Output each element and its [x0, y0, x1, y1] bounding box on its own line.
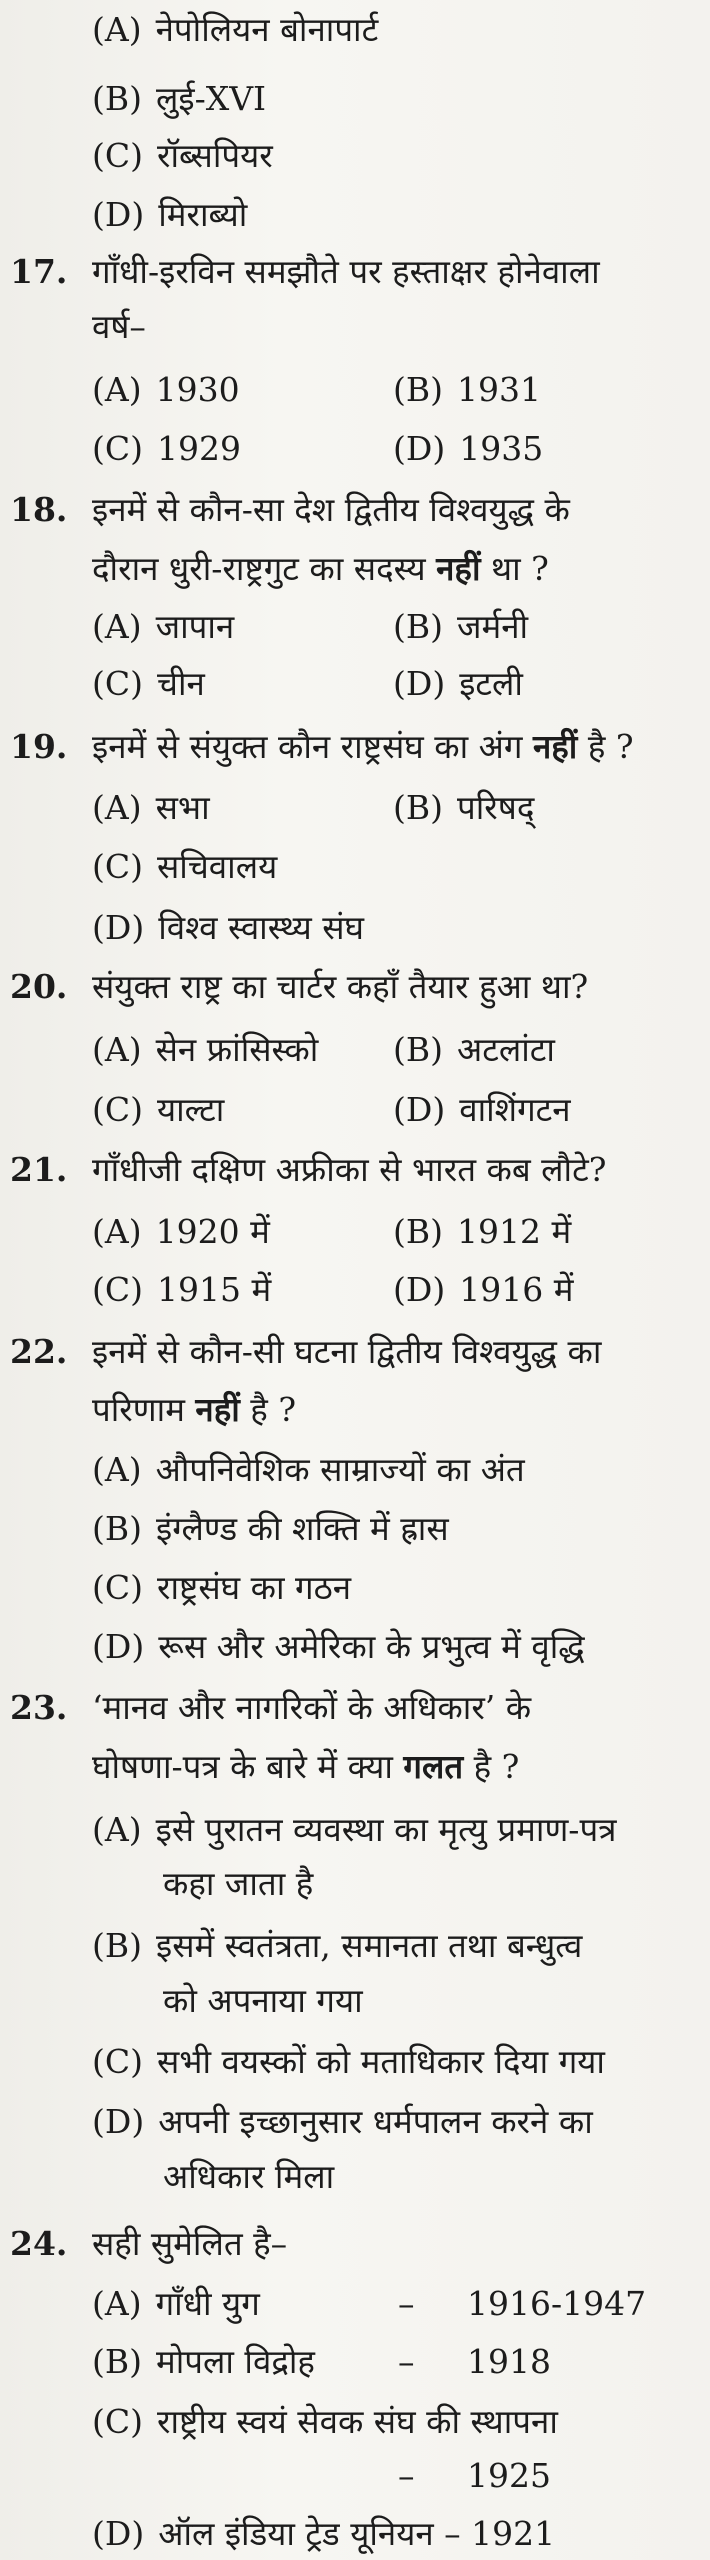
q24-number: 24.: [10, 2224, 68, 2263]
q24-option-b-dash: –: [398, 2342, 415, 2381]
option-text: ऑल इंडिया ट्रेड यूनियन – 1921: [158, 2514, 556, 2553]
q22-emphasis: नहीं: [195, 1390, 240, 1429]
option-letter: (A): [92, 788, 142, 827]
option-text: अपनी इच्छानुसार धर्मपालन करने का: [158, 2102, 593, 2141]
q17-option-d: [393, 427, 543, 471]
option-text: 1912 में: [457, 1212, 572, 1251]
option-letter: (B): [393, 370, 443, 409]
option-letter: (B): [393, 788, 443, 827]
q21-option-b: [393, 1210, 571, 1254]
q23-emphasis: गलत: [403, 1747, 464, 1786]
q22-text-part: है ?: [239, 1390, 297, 1429]
option-text: चीन: [157, 664, 205, 703]
option-text: इंग्लैण्ड की शक्ति में ह्रास: [156, 1509, 449, 1548]
q18-text-part: था ?: [480, 549, 549, 588]
option-text: राष्ट्रसंघ का गठन: [157, 1568, 352, 1607]
q22-text-line2: [92, 1388, 296, 1432]
option-letter: (B): [92, 1926, 142, 1965]
q23-option-d: [92, 2100, 593, 2144]
q24-option-a-dash: –: [398, 2284, 415, 2323]
option-letter: (C): [92, 1270, 143, 1309]
option-text: रूस और अमेरिका के प्रभुत्व में वृद्धि: [158, 1627, 585, 1666]
option-text: 1935: [459, 429, 544, 468]
option-letter: (C): [92, 2402, 143, 2441]
q19-option-b: [393, 786, 534, 830]
q22-text-part: परिणाम: [92, 1390, 196, 1429]
q19-option-d: [92, 906, 364, 950]
q23-option-c: [92, 2040, 605, 2084]
option-letter: (D): [92, 908, 145, 947]
option-letter: (D): [92, 2514, 145, 2553]
option-letter: (A): [92, 1450, 142, 1489]
q23-text-part: घोषणा-पत्र के बारे में क्या: [92, 1747, 404, 1786]
option-letter: (A): [92, 10, 142, 49]
q18-option-a: [92, 605, 234, 649]
option-letter: (D): [92, 195, 145, 234]
option-text: इटली: [459, 664, 523, 703]
option-text: औपनिवेशिक साम्राज्यों का अंत: [155, 1450, 525, 1489]
q19-text-part: इनमें से संयुक्त कौन राष्ट्रसंघ का अंग: [92, 727, 533, 766]
q21-option-d: [393, 1268, 573, 1312]
option-text: लुई-XVI: [156, 79, 267, 118]
q19-option-a: [92, 786, 210, 830]
option-letter: (C): [92, 136, 143, 175]
option-text: इसे पुरातन व्यवस्था का मृत्यु प्रमाण-पत्र: [155, 1810, 617, 1849]
q23-option-a: [92, 1808, 616, 1852]
q20-option-b: [393, 1028, 555, 1072]
option-letter: (D): [393, 1270, 446, 1309]
option-letter: (A): [92, 2284, 142, 2323]
q21-option-c: [92, 1268, 271, 1312]
option-letter: (A): [92, 370, 142, 409]
q23-text-part: है ?: [463, 1747, 520, 1786]
q18-text-line2: [92, 547, 549, 591]
option-text: नेपोलियन बोनापार्ट: [155, 10, 379, 49]
q23-option-a-cont: कहा जाता है: [163, 1864, 314, 1903]
option-letter: (B): [92, 2342, 142, 2381]
q18-option-b: [393, 605, 528, 649]
option-text: मोपला विद्रोह: [156, 2342, 315, 2381]
option-letter: (A): [92, 607, 142, 646]
q24-option-c: [92, 2400, 558, 2444]
q23-text-line2: [92, 1745, 519, 1789]
q16-option-c: [92, 134, 273, 178]
option-letter: (D): [92, 2102, 145, 2141]
option-text: 1916 में: [459, 1270, 574, 1309]
q18-option-d: [393, 662, 523, 706]
q19-number: 19.: [10, 727, 68, 766]
option-letter: (C): [92, 429, 143, 468]
q22-text-line1: इनमें से कौन-सी घटना द्वितीय विश्वयुद्ध का: [92, 1332, 602, 1371]
q22-number: 22.: [10, 1332, 68, 1371]
option-letter: (C): [92, 664, 143, 703]
q21-text-line1: गाँधीजी दक्षिण अफ्रीका से भारत कब लौटे?: [92, 1150, 607, 1189]
q23-option-d-cont: अधिकार मिला: [163, 2157, 335, 2196]
option-text: सेन फ्रांसिस्को: [155, 1030, 319, 1069]
q24-option-b: [92, 2340, 315, 2384]
option-text: गाँधी युग: [155, 2284, 260, 2323]
q20-text-line1: संयुक्त राष्ट्र का चार्टर कहाँ तैयार हुआ था?: [92, 967, 589, 1006]
q23-option-b-cont: को अपनाया गया: [163, 1981, 363, 2020]
q17-option-a: [92, 368, 240, 412]
option-letter: (C): [92, 2042, 143, 2081]
q24-option-a-value: 1916-1947: [467, 2284, 647, 2323]
option-letter: (B): [92, 1509, 142, 1548]
option-letter: (D): [92, 1627, 145, 1666]
q22-option-a: [92, 1448, 525, 1492]
option-text: 1915 में: [157, 1270, 272, 1309]
q20-option-c: [92, 1088, 224, 1132]
option-text: सभा: [155, 788, 210, 827]
q24-option-b-value: 1918: [467, 2342, 551, 2381]
option-text: जर्मनी: [457, 607, 529, 646]
q17-option-b: [393, 368, 541, 412]
option-text: वाशिंगटन: [459, 1090, 571, 1129]
option-letter: (C): [92, 847, 143, 886]
q20-option-a: [92, 1028, 318, 1072]
q22-option-d: [92, 1625, 585, 1669]
q23-text-line1: ‘मानव और नागरिकों के अधिकार’ के: [92, 1688, 532, 1727]
option-letter: (A): [92, 1810, 142, 1849]
q23-option-b: [92, 1924, 582, 1968]
q23-number: 23.: [10, 1688, 68, 1727]
q18-option-c: [92, 662, 205, 706]
q19-text-line1: [92, 725, 634, 769]
q18-text-line1: इनमें से कौन-सा देश द्वितीय विश्वयुद्ध के: [92, 490, 570, 529]
q17-text-line2: वर्ष–: [92, 307, 146, 346]
q21-number: 21.: [10, 1150, 68, 1189]
option-letter: (A): [92, 1030, 142, 1069]
option-letter: (D): [393, 1090, 446, 1129]
q19-text-part: है ?: [577, 727, 634, 766]
option-text: जापान: [155, 607, 235, 646]
q16-option-a: [92, 8, 378, 52]
option-text: विश्व स्वास्थ्य संघ: [158, 908, 365, 947]
option-text: याल्टा: [157, 1090, 225, 1129]
option-text: राष्ट्रीय स्वयं सेवक संघ की स्थापना: [157, 2402, 558, 2441]
q20-option-d: [393, 1088, 571, 1132]
option-letter: (B): [393, 1212, 443, 1251]
q17-number: 17.: [10, 252, 68, 291]
q21-option-a: [92, 1210, 270, 1254]
q24-option-a: [92, 2282, 260, 2326]
option-letter: (D): [393, 429, 446, 468]
option-text: 1929: [157, 429, 241, 468]
q17-text-line1: गाँधी-इरविन समझौते पर हस्ताक्षर होनेवाला: [92, 252, 600, 291]
q24-option-d: [92, 2512, 555, 2556]
q19-option-c: [92, 845, 277, 889]
q18-number: 18.: [10, 490, 68, 529]
q18-emphasis: नहीं: [436, 549, 481, 588]
option-letter: (D): [393, 664, 446, 703]
option-text: 1931: [457, 370, 541, 409]
q24-option-c-dash: –: [398, 2456, 415, 2495]
q22-option-b: [92, 1507, 449, 1551]
option-text: सचिवालय: [157, 847, 278, 886]
option-text: इसमें स्वतंत्रता, समानता तथा बन्धुत्व: [156, 1926, 583, 1965]
option-letter: (B): [393, 1030, 443, 1069]
q24-text-line1: सही सुमेलित है–: [92, 2224, 288, 2263]
option-letter: (B): [92, 79, 142, 118]
q19-emphasis: नहीं: [532, 727, 578, 766]
option-letter: (C): [92, 1090, 143, 1129]
option-letter: (C): [92, 1568, 143, 1607]
q17-option-c: [92, 427, 241, 471]
q16-option-d: [92, 193, 247, 237]
q16-option-b: [92, 77, 266, 121]
q20-number: 20.: [10, 967, 68, 1006]
q24-option-c-value: 1925: [467, 2456, 551, 2495]
option-text: सभी वयस्कों को मताधिकार दिया गया: [157, 2042, 605, 2081]
option-text: रॉब्सपियर: [157, 136, 273, 175]
q22-option-c: [92, 1566, 351, 1610]
option-text: मिराब्यो: [158, 195, 248, 234]
option-letter: (B): [393, 607, 443, 646]
option-text: अटलांटा: [457, 1030, 555, 1069]
option-text: परिषद्: [457, 788, 535, 827]
q18-text-part: दौरान धुरी-राष्ट्रगुट का सदस्य: [92, 549, 437, 588]
option-text: 1930: [155, 370, 240, 409]
option-letter: (A): [92, 1212, 142, 1251]
option-text: 1920 में: [155, 1212, 270, 1251]
